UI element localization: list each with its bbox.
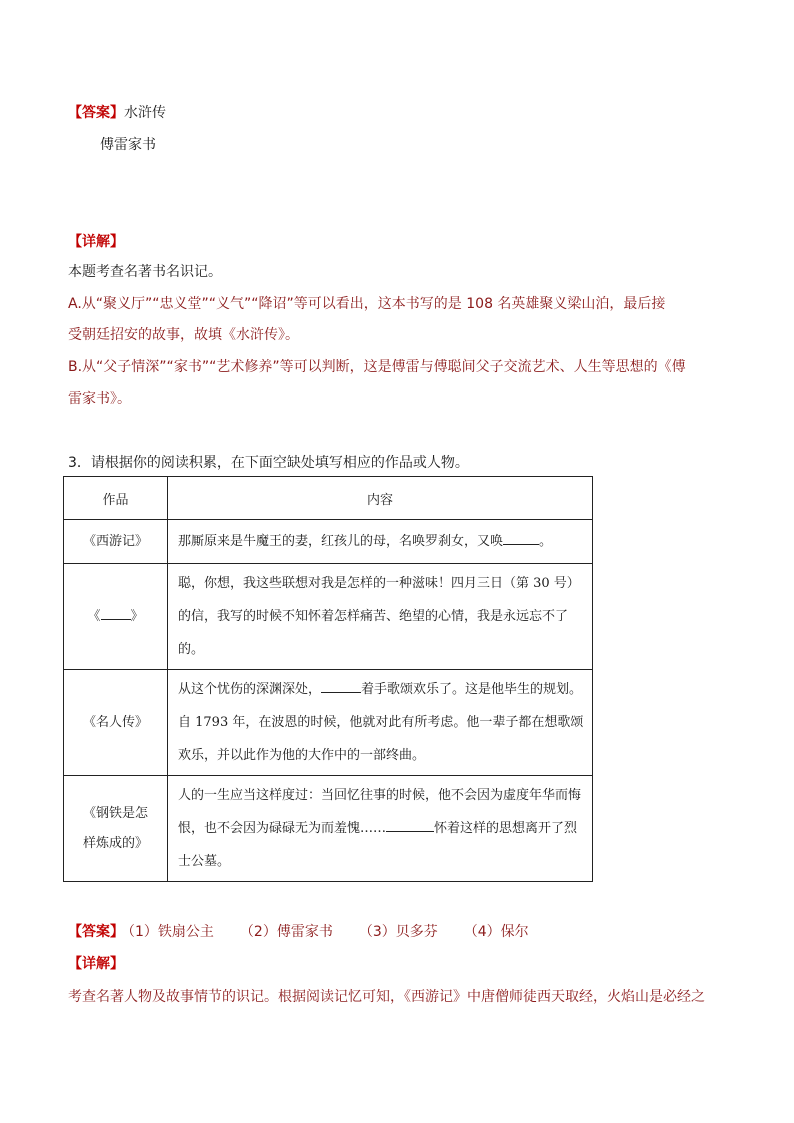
detail-tag: 【详解】: [68, 234, 124, 250]
answer-tag: 【答案】: [68, 924, 124, 940]
fill-blank: [503, 530, 539, 545]
table-row: [64, 776, 593, 882]
detail-a-line-1: A.从“聚义厅”“忠义堂”“义气”“降诏”等可以看出，这本书写的是 108 名英雄聚义梁山泊，最后接: [68, 296, 666, 312]
answer-tag: 【答案】: [68, 105, 124, 121]
table-row: [64, 670, 593, 776]
works-table: [63, 476, 593, 882]
answer-block-2: [68, 921, 529, 941]
answer-item: （4）保尔: [463, 924, 529, 940]
detail-a-line-2: 受朝廷招安的故事，故填《水浒传》。: [68, 327, 299, 343]
answer-item: （2）傅雷家书: [239, 924, 333, 940]
answer-line-2: 傅雷家书: [100, 137, 156, 153]
fill-blank: [386, 817, 434, 832]
work-cell: 《名人传》: [64, 670, 168, 776]
table-row: [64, 520, 593, 564]
detail-tag: 【详解】: [68, 956, 124, 972]
answer-item: （3）贝多芬: [358, 924, 438, 940]
content-cell: 聪，你想，我这些联想对我是怎样的一种滋味！四月三日（第 30 号）的信，我写的时候不知怀着怎样痛苦、绝望的心情，我是永远忘不了的。: [168, 564, 593, 670]
work-cell: 《 》: [64, 564, 168, 670]
table-header-row: [64, 477, 593, 520]
content-cell: 那厮原来是牛魔王的妻，红孩儿的母，名唤罗刹女，又唤 。: [168, 520, 593, 564]
answer-block-1: [68, 102, 166, 122]
detail-b-line-1: B.从“父子情深”“家书”“艺术修养”等可以判断，这是傅雷与傅聪间父子交流艺术、人生等思想的《傅: [68, 359, 686, 375]
work-cell: 《西游记》: [64, 520, 168, 564]
fill-blank: [321, 678, 361, 693]
fill-blank: [101, 605, 131, 620]
header-work: 作品: [64, 477, 168, 520]
detail-intro: 本题考查名著书名识记。: [68, 264, 222, 280]
answer-line-1: 水浒传: [124, 105, 166, 121]
detail-b-line-2: 雷家书》。: [68, 391, 131, 407]
answer-item: （1）铁扇公主: [128, 924, 214, 940]
header-content: 内容: [168, 477, 593, 520]
content-cell: 从这个忧伤的深渊深处， 着手歌颂欢乐了。这是他毕生的规划。自 1793 年，在波恩的时候，他就对此有所考虑。他一辈子都在想歌颂欢乐，并以此作为他的大作中的一部终曲。: [168, 670, 593, 776]
detail-2-text: 考查名著人物及故事情节的识记。根据阅读记忆可知，《西游记》中唐僧师徒西天取经，火焰山是必经之: [68, 989, 705, 1005]
content-cell: 人的一生应当这样度过：当回忆往事的时候，他不会因为虚度年华而悔恨，也不会因为碌碌无为而羞愧…… 怀着这样的思想离开了烈士公墓。: [168, 776, 593, 882]
work-cell: 《钢铁是怎样炼成的》: [64, 776, 168, 882]
question-3-prompt: 3．请根据你的阅读积累，在下面空缺处填写相应的作品或人物。: [68, 455, 469, 471]
table-row: [64, 564, 593, 670]
